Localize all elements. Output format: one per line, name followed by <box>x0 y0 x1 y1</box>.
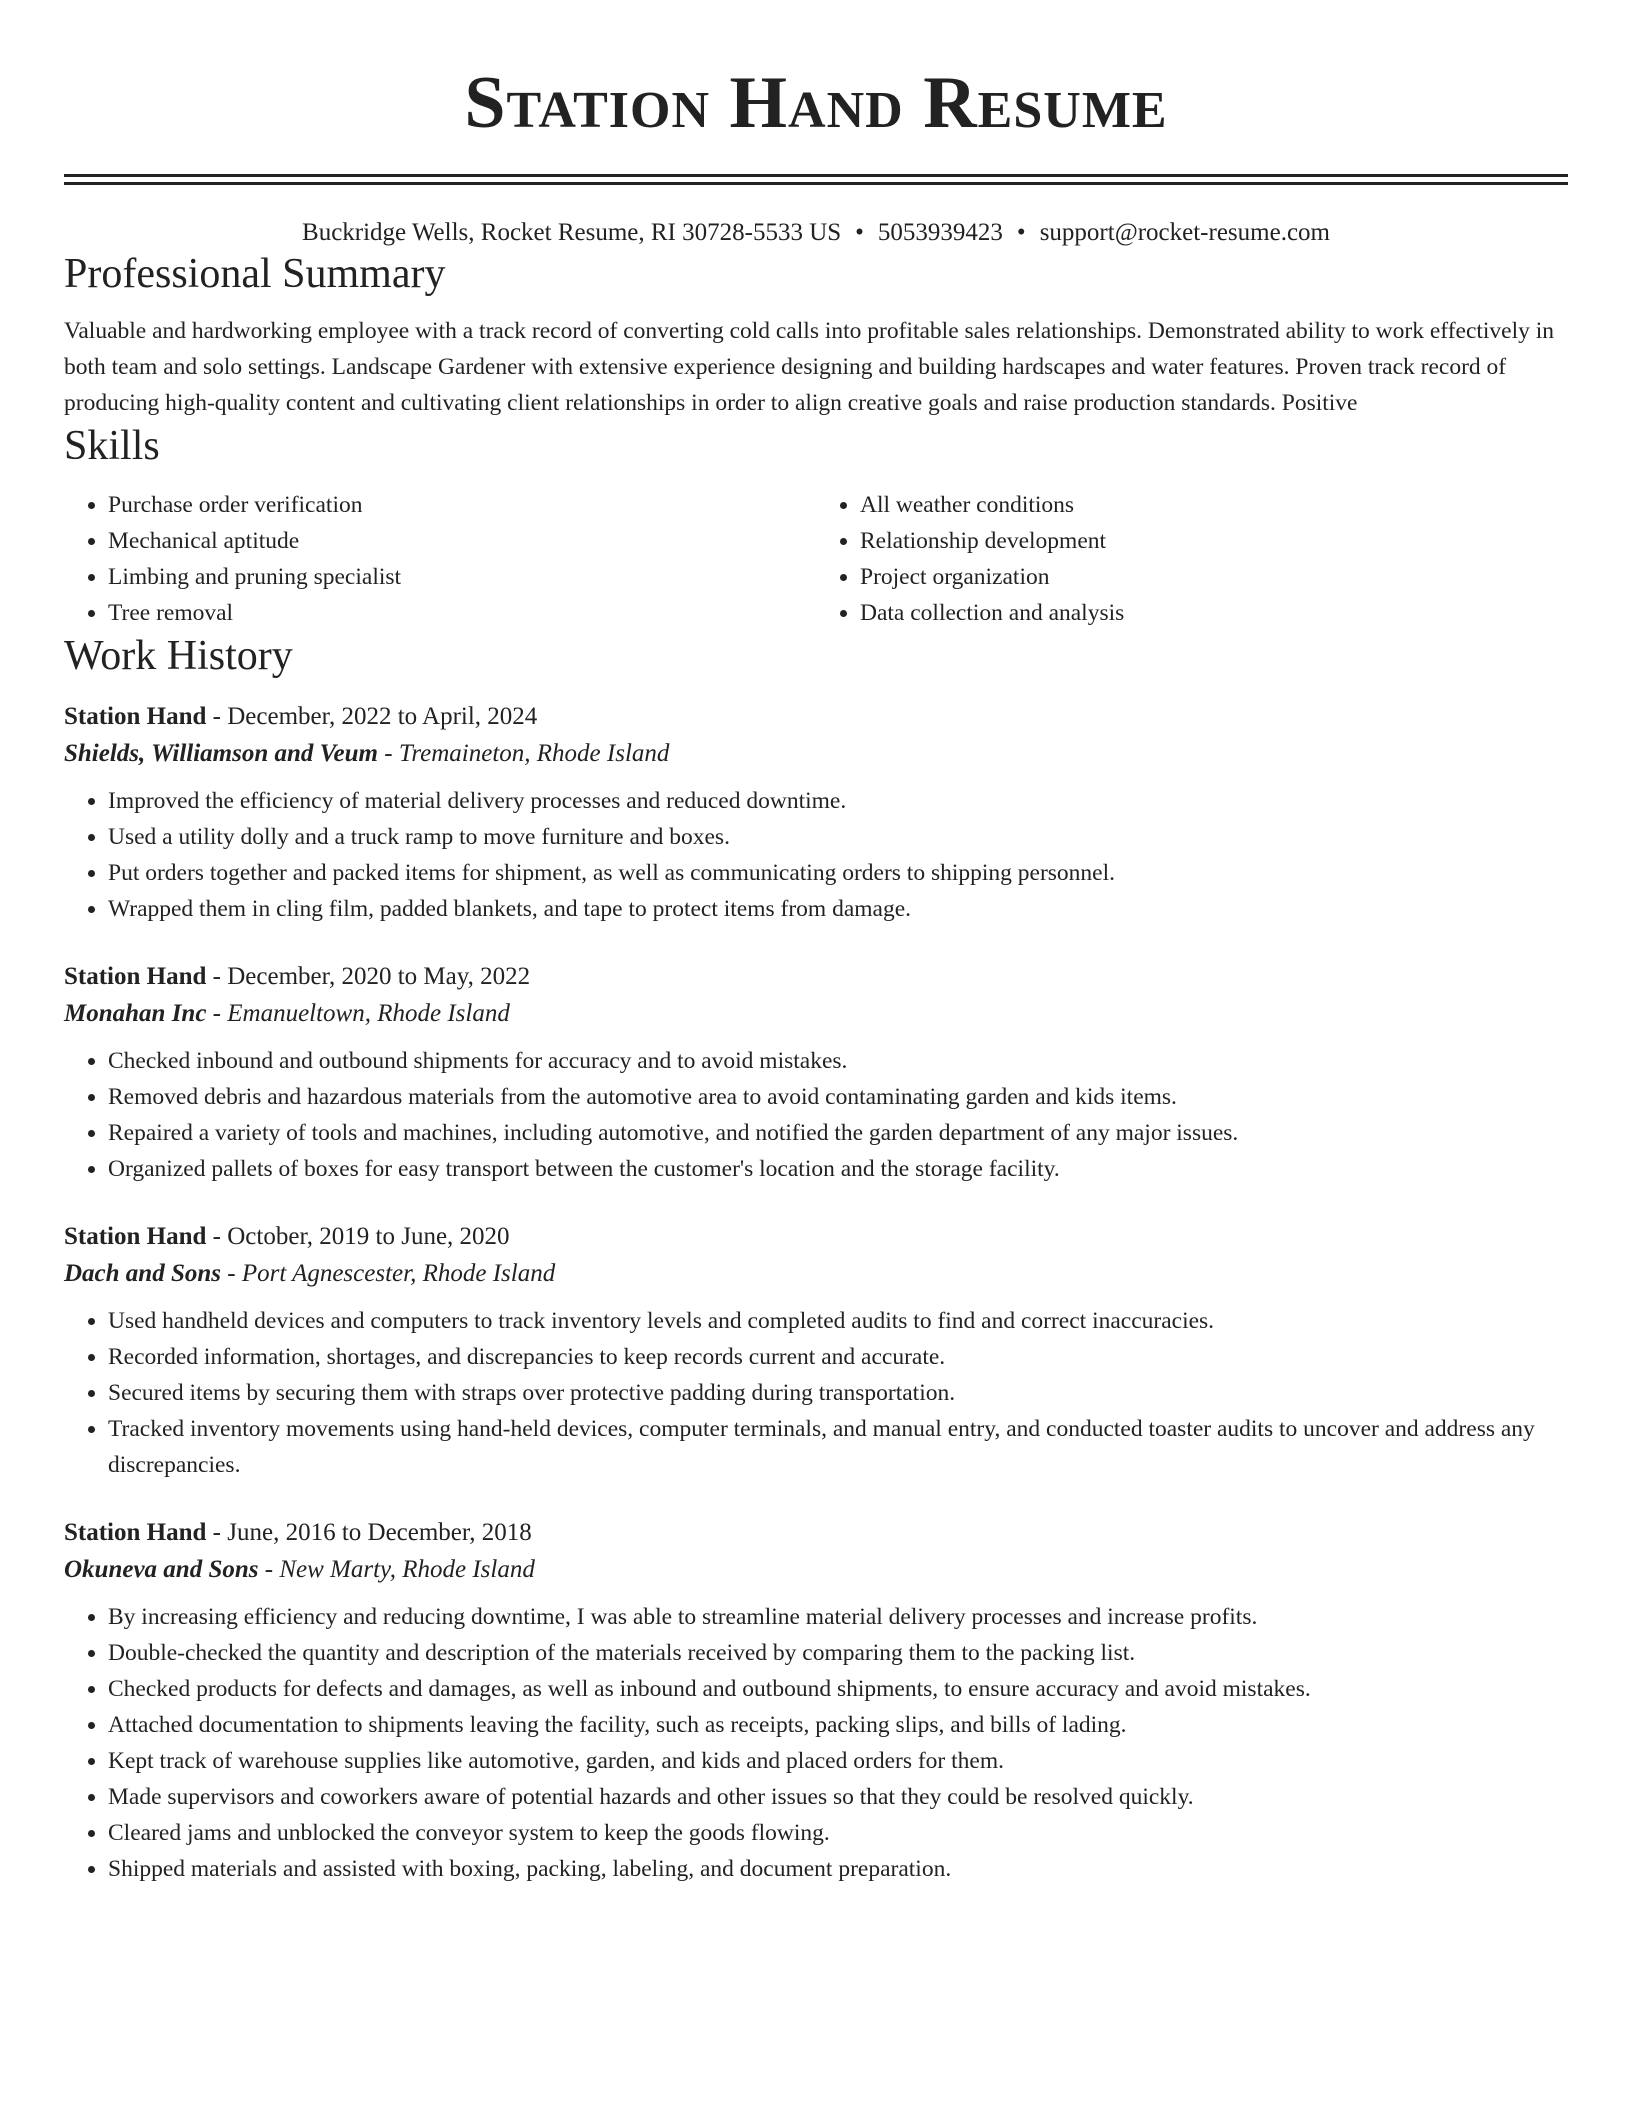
job-bullet: • Repaired a variety of tools and machines, including automotive, and notified the garden department of any major issues. <box>108 1115 1568 1151</box>
job-title: Station Hand <box>64 963 207 990</box>
skills-right-column <box>816 487 1568 631</box>
contact-email: support@rocket-resume.com <box>1039 219 1330 246</box>
job-company-line <box>64 1255 1568 1293</box>
job-bullet: • Removed debris and hazardous materials from the automotive area to avoid contaminating garden and kids items. <box>108 1079 1568 1115</box>
skill-item: • Project organization <box>860 559 1568 595</box>
skill-item: • Limbing and pruning specialist <box>108 559 816 595</box>
job-bullet: • Put orders together and packed items for shipment, as well as communicating orders to shipping personnel. <box>108 855 1568 891</box>
summary-text: Valuable and hardworking employee with a track record of converting cold calls into profitable sales relationships. Demonstrated ability to work effectively in both team and solo settings. Landscape Gardener with extensive experience designing and building hardscapes and water features. Proven track record of producing high-quality content and cultivating client relationships in order to align creative goals and raise production standards. Positive <box>64 318 1555 416</box>
skill-item: • Data collection and analysis <box>860 595 1568 631</box>
resume-title: Station Hand Resume <box>464 62 1168 144</box>
contact-separator: • <box>855 219 864 246</box>
job-location: - Port Agnescester, Rhode Island <box>221 1260 556 1287</box>
job-bullet: • By increasing efficiency and reducing downtime, I was able to streamline material delivery processes and increase profits. <box>108 1599 1568 1635</box>
job-bullets <box>64 1043 1568 1187</box>
job-company: Monahan Inc <box>64 1000 207 1027</box>
job-bullet: • Checked inbound and outbound shipments for accuracy and to avoid mistakes. <box>108 1043 1568 1079</box>
job-title: Station Hand <box>64 703 207 730</box>
job-entry <box>64 1515 1568 1887</box>
job-bullet: • Recorded information, shortages, and discrepancies to keep records current and accurate. <box>108 1339 1568 1375</box>
job-dates: - June, 2016 to December, 2018 <box>206 1519 532 1546</box>
contact-line <box>64 217 1568 249</box>
skill-item: • Relationship development <box>860 523 1568 559</box>
job-bullet: • Tracked inventory movements using hand-held devices, computer terminals, and manual entry, and conducted toaster audits to uncover and address any discrepancies. <box>108 1411 1568 1483</box>
job-title: Station Hand <box>64 1519 207 1546</box>
job-bullet: • Improved the efficiency of material delivery processes and reduced downtime. <box>108 783 1568 819</box>
job-company-line <box>64 1551 1568 1589</box>
job-bullet: • Organized pallets of boxes for easy transport between the customer's location and the storage facility. <box>108 1151 1568 1187</box>
job-dates: - December, 2020 to May, 2022 <box>206 963 531 990</box>
job-company: Dach and Sons <box>64 1260 221 1287</box>
job-company-line <box>64 735 1568 773</box>
summary-heading: Professional Summary <box>64 251 446 297</box>
skills-heading: Skills <box>64 423 160 469</box>
contact-phone: 5053939423 <box>877 219 1003 246</box>
job-bullets <box>64 783 1568 927</box>
title-double-rule <box>64 174 1568 185</box>
job-entry <box>64 699 1568 927</box>
job-entry <box>64 959 1568 1187</box>
job-bullet: • Secured items by securing them with straps over protective padding during transportation. <box>108 1375 1568 1411</box>
job-bullet: • Wrapped them in cling film, padded blankets, and tape to protect items from damage. <box>108 891 1568 927</box>
contact-address: Buckridge Wells, Rocket Resume, RI 30728-5533 US <box>302 219 842 246</box>
work-history-list <box>64 699 1568 1887</box>
job-bullet: • Used handheld devices and computers to track inventory levels and completed audits to find and correct inaccuracies. <box>108 1303 1568 1339</box>
job-bullet: • Shipped materials and assisted with boxing, packing, labeling, and document preparation. <box>108 1851 1568 1887</box>
work-history-heading: Work History <box>64 633 293 679</box>
job-title: Station Hand <box>64 1223 207 1250</box>
skill-item: • Purchase order verification <box>108 487 816 523</box>
job-dates: - December, 2022 to April, 2024 <box>206 703 538 730</box>
job-bullet: • Cleared jams and unblocked the conveyor system to keep the goods flowing. <box>108 1815 1568 1851</box>
skills-columns <box>64 487 1568 631</box>
skill-item: • Tree removal <box>108 595 816 631</box>
job-bullet: • Double-checked the quantity and description of the materials received by comparing them to the packing list. <box>108 1635 1568 1671</box>
skill-item: • All weather conditions <box>860 487 1568 523</box>
job-company-line <box>64 995 1568 1033</box>
job-bullet: • Checked products for defects and damages, as well as inbound and outbound shipments, to ensure accuracy and avoid mistakes. <box>108 1671 1568 1707</box>
job-location: - New Marty, Rhode Island <box>258 1556 535 1583</box>
job-bullet: • Used a utility dolly and a truck ramp to move furniture and boxes. <box>108 819 1568 855</box>
job-bullets <box>64 1303 1568 1483</box>
skills-left-column <box>64 487 816 631</box>
contact-separator: • <box>1016 219 1026 246</box>
job-title-line <box>64 699 1568 735</box>
job-entry <box>64 1219 1568 1483</box>
job-bullet: • Attached documentation to shipments leaving the facility, such as receipts, packing slips, and bills of lading. <box>108 1707 1568 1743</box>
job-title-line <box>64 959 1568 995</box>
job-company: Shields, Williamson and Veum <box>64 740 378 767</box>
job-location: - Emanueltown, Rhode Island <box>206 1000 510 1027</box>
job-title-line <box>64 1219 1568 1255</box>
skill-item: • Mechanical aptitude <box>108 523 816 559</box>
job-company: Okuneva and Sons <box>64 1556 259 1583</box>
job-bullet: • Kept track of warehouse supplies like automotive, garden, and kids and placed orders for them. <box>108 1743 1568 1779</box>
job-bullets <box>64 1599 1568 1887</box>
job-location: - Tremaineton, Rhode Island <box>378 740 670 767</box>
job-bullet: • Made supervisors and coworkers aware of potential hazards and other issues so that they could be resolved quickly. <box>108 1779 1568 1815</box>
job-title-line <box>64 1515 1568 1551</box>
job-dates: - October, 2019 to June, 2020 <box>206 1223 510 1250</box>
